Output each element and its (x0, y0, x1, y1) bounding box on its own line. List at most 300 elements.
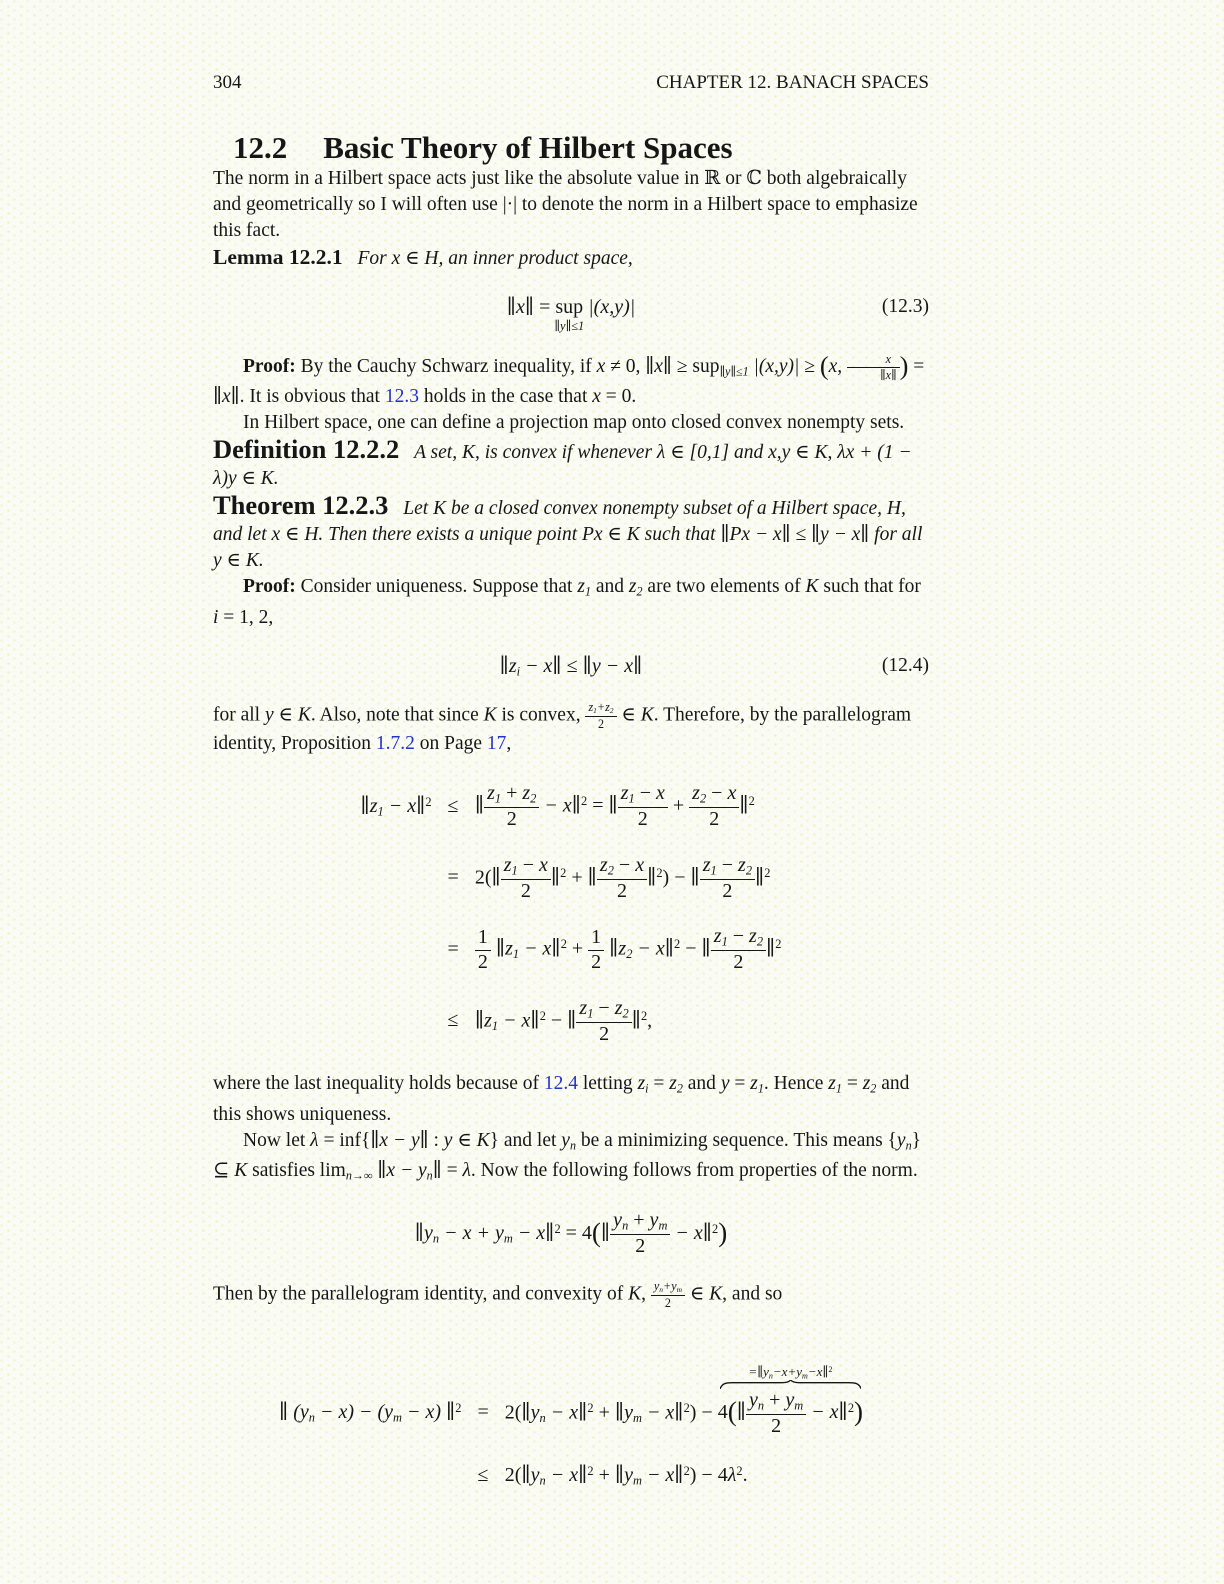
math-token: on Page (414, 733, 487, 755)
math-token: ∥y (614, 1463, 633, 1486)
math-token: z (713, 925, 722, 948)
math-token: 2 (870, 1081, 877, 1096)
minimizing-sequence-paragraph (213, 1128, 929, 1189)
math-token: 1 (757, 1081, 764, 1096)
math-token: = 1, 2, (223, 606, 274, 628)
math-token: letting (577, 1073, 638, 1095)
equation-12-3-number: (12.3) (881, 295, 929, 317)
math-token (700, 855, 755, 880)
math-token: − x∥ (670, 1221, 713, 1244)
theorem-heading: Theorem 12.2.3 (213, 490, 389, 521)
math-token: 2 (580, 794, 588, 809)
math-token: − x) ∥ (401, 1401, 456, 1424)
math-token: ∈ (278, 704, 298, 726)
math-token: . (742, 1463, 748, 1486)
derivation1-row1-relation: ≤ (447, 794, 459, 817)
math-token: m (632, 1410, 642, 1425)
math-token: 4 (717, 1401, 728, 1424)
math-token: 2 (712, 1221, 719, 1236)
math-token: } and let (489, 1129, 562, 1151)
page-content (213, 72, 929, 1514)
derivation-block-2 (213, 1336, 929, 1488)
math-token: ) − 4 (689, 1463, 728, 1486)
math-token (700, 880, 755, 903)
math-token: 1 (377, 804, 384, 819)
theorem-proof-paragraph (213, 574, 929, 630)
math-token: ∥x∥ (645, 356, 677, 378)
math-token: z (487, 782, 495, 805)
convexity-paragraph (213, 701, 929, 757)
math-token: n (905, 1138, 912, 1153)
math-token: n (768, 1371, 773, 1381)
math-token: for all (213, 704, 265, 726)
projection-remark: In Hilbert space, one can define a projection map onto closed convex nonempty sets. (243, 412, 905, 434)
math-token (585, 717, 616, 731)
math-token (597, 855, 647, 880)
math-token (618, 808, 668, 831)
math-token: 2 (771, 1414, 782, 1437)
running-header (213, 72, 929, 94)
math-token (597, 880, 647, 903)
math-token (475, 927, 491, 973)
math-token: ∥ (600, 1221, 611, 1244)
math-token (689, 783, 739, 808)
chapter-header: CHAPTER 12. BANACH SPACES (656, 72, 929, 93)
math-token: 2 (635, 1235, 646, 1258)
math-token: ∥ (550, 866, 561, 889)
math-token (610, 1210, 670, 1257)
math-token: z (702, 853, 711, 876)
math-token: 2 (699, 791, 707, 806)
math-token: ∥y (521, 1401, 540, 1424)
math-token: x (596, 356, 611, 378)
math-token: z (750, 1073, 758, 1095)
math-token (585, 701, 616, 731)
math-token: 2 (640, 1008, 648, 1023)
math-token: 2 (745, 863, 753, 878)
math-token: ) (899, 351, 909, 381)
math-token (576, 1023, 631, 1046)
math-token: 2 (616, 879, 627, 902)
math-token: m (393, 1410, 402, 1425)
cross-reference-link[interactable]: 17 (486, 733, 507, 755)
math-token: 2( (504, 1401, 522, 1424)
math-token: } ⊆ (213, 1129, 921, 1182)
math-token: y (264, 704, 279, 726)
math-token: − x∥ (641, 1401, 684, 1424)
math-token: ∥ (766, 937, 776, 960)
math-token: y (561, 1129, 570, 1151)
math-token (610, 1235, 670, 1258)
equation-12-4-math (500, 655, 643, 677)
equation-12-4-number: (12.4) (881, 655, 929, 676)
math-token: 1 (591, 926, 602, 949)
math-token: Now let (243, 1129, 311, 1151)
math-token: 2 (775, 937, 782, 952)
math-token: ∥ (736, 1401, 746, 1424)
math-token: i (213, 606, 224, 628)
math-token: n (308, 1410, 315, 1425)
math-token (501, 855, 551, 902)
math-token: n (539, 1410, 546, 1425)
math-token: = inf{ (323, 1129, 371, 1151)
math-token: are two elements of (642, 576, 806, 598)
section-title: Basic Theory of Hilbert Spaces (323, 130, 733, 165)
math-token: 2 (591, 950, 602, 973)
math-token (597, 855, 647, 902)
math-token: y (653, 1278, 660, 1293)
math-token: K (297, 704, 311, 726)
math-token: be a minimizing sequence. This means { (576, 1129, 897, 1151)
math-token (748, 1364, 832, 1380)
equation-12-4 (213, 653, 929, 679)
derivation1-row2-rhs (475, 855, 771, 902)
math-token (717, 1389, 864, 1437)
lemma-statement: For x ∈ H, an inner product space, (357, 248, 633, 269)
math-token: + (628, 1209, 650, 1232)
math-token: + (566, 937, 589, 960)
math-token: |(x,y)| (748, 356, 805, 378)
math-token: 2 (748, 794, 755, 809)
math-token: K (805, 576, 819, 598)
math-token: z (614, 996, 623, 1019)
math-token: 2 (626, 947, 633, 962)
math-token: − x∥ (512, 1221, 555, 1244)
math-token: 2 (636, 584, 643, 599)
math-token: 2 (597, 717, 605, 732)
math-token: 2 (506, 808, 517, 831)
math-token: ∥ (739, 794, 749, 817)
derivation1-row3-rhs (475, 926, 782, 973)
math-token: + (764, 1389, 786, 1412)
math-token: ∈ (616, 704, 641, 726)
math-token: Proof: (243, 576, 301, 598)
math-token: m (676, 1284, 682, 1294)
math-token: z (579, 996, 588, 1019)
math-token: 2 (733, 951, 744, 974)
math-token (651, 1296, 685, 1310)
math-token: 2 (709, 808, 720, 831)
math-token: − x + y (439, 1221, 504, 1244)
math-token: λ (727, 1463, 737, 1486)
theorem-block (213, 492, 929, 574)
math-token: . Hence (763, 1073, 829, 1095)
math-token: K (234, 1160, 248, 1182)
math-token: − (680, 937, 702, 960)
math-token: +z (596, 700, 610, 715)
math-token (554, 318, 584, 334)
math-token (700, 855, 755, 902)
math-token (588, 951, 604, 974)
equation-12-3-math (506, 296, 636, 333)
math-token: − (593, 996, 615, 1019)
math-token (501, 855, 551, 880)
math-token: m (802, 1371, 808, 1381)
cross-reference-link[interactable]: 12.4 (543, 1073, 578, 1095)
math-token: 2 (664, 1296, 671, 1311)
math-token: x (539, 853, 548, 876)
math-token: − (706, 782, 728, 805)
math-token: ) − (662, 866, 691, 889)
math-token (475, 927, 491, 951)
definition-heading: Definition 12.2.2 (213, 434, 400, 465)
math-token: 2 (637, 808, 648, 831)
math-token: 2 (722, 879, 733, 902)
derivation1-row2-relation: = (447, 866, 459, 889)
math-token: 2 (587, 1463, 594, 1478)
math-token: , (647, 1009, 653, 1032)
math-token: z (692, 782, 700, 805)
math-token: = (648, 1073, 670, 1095)
math-token: n (432, 1231, 440, 1246)
math-token (475, 951, 491, 974)
math-token: : (433, 1129, 444, 1151)
math-token: y (748, 1389, 758, 1412)
math-token: ∥z (360, 794, 378, 817)
math-token: 2 (828, 1364, 833, 1374)
math-token: is convex, (496, 704, 586, 726)
math-token: x (656, 782, 665, 805)
math-token: − x∥ (545, 1463, 588, 1486)
lemma-heading: Lemma 12.2.1 (213, 245, 343, 269)
math-token: , (641, 1283, 651, 1305)
math-token: such that for (818, 576, 921, 598)
math-token: ≤ (566, 654, 583, 677)
math-token (484, 808, 539, 831)
math-token: z (862, 1073, 871, 1095)
math-token: 2 (455, 1401, 462, 1416)
derivation2-row1-lhs (279, 1345, 462, 1425)
math-token: 2 (530, 791, 537, 806)
math-token: − (613, 853, 636, 876)
math-token: 2 (425, 794, 432, 809)
math-token: . It is obvious that (239, 386, 385, 408)
math-token: 1 (477, 926, 488, 949)
math-token: 2 (756, 934, 764, 949)
math-token: = (734, 1073, 751, 1095)
section-heading (213, 130, 929, 166)
math-token: ∥z (604, 937, 627, 960)
math-token: x (592, 386, 606, 408)
math-token: z (620, 782, 629, 805)
math-token: n (569, 1138, 576, 1153)
math-token: − x∥ (641, 1463, 684, 1486)
math-token: 1 (835, 1081, 842, 1096)
math-token: ∥y (521, 1463, 540, 1486)
page-number: 304 (213, 72, 242, 93)
math-token: + (593, 1401, 615, 1424)
math-token: ∥z (474, 1009, 492, 1032)
intro-paragraph: The norm in a Hilbert space acts just like the absolute value in ℝ or ℂ both algebraically and geometrically so I will often use |·| to denote the norm in a Hilbert space to emphasize this fact. (213, 168, 918, 241)
math-token: ∥y∥≤1 (554, 318, 585, 333)
math-token: n (426, 1168, 433, 1183)
math-token: 2 (560, 866, 567, 881)
math-token: − x∥ (519, 937, 561, 960)
math-token: , (506, 733, 512, 755)
math-token: z (738, 853, 746, 876)
theorem-statement: Let K be a closed convex nonempty subset of a Hilbert space, H, and let x ∈ H. Then there exists a unique point Px ∈ K such that ∥Px − x∥ ≤ ∥y − x∥ for all y ∈ K. (213, 498, 923, 572)
math-token (847, 353, 900, 368)
math-token (588, 927, 604, 951)
math-token: 2 (622, 1006, 629, 1021)
math-token: 2( (504, 1463, 522, 1486)
math-token: ∥ (491, 866, 501, 889)
derivation2-row1-relation: = (477, 1401, 489, 1424)
derivation2-row1-rhs (505, 1336, 863, 1437)
math-token: n (539, 1473, 546, 1488)
math-token: ≠ 0, (610, 356, 646, 378)
math-token: 1 (491, 1018, 499, 1033)
math-token: m (658, 1218, 668, 1233)
math-token (746, 1390, 806, 1415)
math-token: − (545, 1009, 568, 1032)
math-token (484, 783, 539, 808)
math-token (651, 1280, 685, 1310)
math-token: − x∥ (806, 1401, 848, 1424)
section-number: 12.2 (233, 130, 288, 165)
math-token: 2 (736, 1463, 743, 1478)
norm-identity-math (414, 1209, 728, 1258)
math-token: K (640, 704, 654, 726)
math-token: 2 (656, 866, 663, 881)
math-token (501, 880, 551, 903)
math-token: n (659, 1284, 664, 1294)
math-token: x (885, 352, 891, 366)
math-token: ≥ sup (676, 356, 720, 378)
math-token: Consider uniqueness. Suppose that (300, 576, 578, 598)
math-token: , and so (722, 1283, 783, 1305)
math-token: K (709, 1283, 723, 1305)
math-token: ∥ (y (278, 1401, 309, 1424)
math-token: + (566, 866, 588, 889)
math-token (746, 1390, 806, 1437)
math-token: K (628, 1283, 642, 1305)
math-token (588, 927, 604, 973)
math-token: m (503, 1231, 513, 1246)
math-token: y (720, 1073, 735, 1095)
math-token: holds in the case that (418, 386, 593, 408)
math-token: y (785, 1389, 795, 1412)
math-token: ∥ (608, 794, 618, 817)
math-token: − x∥ (632, 937, 675, 960)
derivation1-row1-rhs (475, 783, 755, 830)
math-token (847, 368, 900, 382)
math-token: z (577, 576, 585, 598)
math-token: = 4 (560, 1221, 592, 1244)
math-token: x, (828, 356, 848, 378)
math-token: z (599, 853, 608, 876)
math-token: ∥z (490, 937, 513, 960)
math-token: n (757, 1398, 765, 1413)
norm-identity-equation (213, 1210, 929, 1257)
math-token: ∥ (755, 866, 765, 889)
math-token (711, 926, 766, 951)
math-token: . Therefore, by the parallelogram identity, Proposition (213, 704, 912, 755)
math-token: 2 (587, 1401, 594, 1416)
math-token: 1 (512, 947, 520, 962)
math-token: 2 (609, 706, 614, 716)
math-token (585, 701, 616, 717)
math-token: 2 (674, 937, 681, 952)
math-token: −x∥ (807, 1363, 829, 1379)
math-token: ∥y (414, 1221, 433, 1244)
math-token (484, 783, 539, 830)
math-token (554, 296, 585, 333)
math-token: + (501, 782, 523, 805)
math-token: 2 (683, 1401, 690, 1416)
math-token: 2 (539, 1008, 546, 1023)
math-token: ∥x∥ (213, 386, 240, 408)
math-token: ∥ (647, 866, 657, 889)
math-token: − (716, 853, 739, 876)
math-token: where the last inequality holds because of (213, 1073, 544, 1095)
math-token: n→∞ (345, 1168, 373, 1183)
math-token: = (908, 356, 925, 378)
math-token: z (669, 1073, 677, 1095)
math-token: ∈ (684, 1283, 710, 1305)
cross-reference-link[interactable]: 12.3 (384, 386, 419, 408)
math-token: = (841, 1073, 863, 1095)
math-token: x (635, 853, 645, 876)
math-token: 2 (676, 1081, 683, 1096)
lemma-proof-paragraph (213, 353, 929, 410)
math-token (618, 783, 668, 830)
math-token (711, 926, 766, 973)
math-token: 2 (764, 866, 771, 881)
math-token: y (649, 1209, 659, 1232)
uniqueness-paragraph (213, 1071, 929, 1127)
math-token: + (667, 794, 690, 817)
math-token: ∥ (690, 866, 700, 889)
math-token: ≥ (804, 356, 820, 378)
math-token: z (637, 1073, 646, 1095)
math-token: = (446, 1160, 463, 1182)
math-token: . Now the following follows from properties of the norm. (470, 1160, 918, 1182)
lemma-block (213, 244, 929, 272)
math-token: 1 (721, 934, 728, 949)
math-token: y (443, 1129, 458, 1151)
math-token: 2 (599, 1022, 610, 1045)
cross-reference-link[interactable]: 1.7.2 (375, 733, 415, 755)
math-token: By the Cauchy Schwarz inequality, if (300, 356, 597, 378)
math-token: i (516, 664, 521, 679)
math-token (576, 998, 631, 1045)
math-token: z (749, 925, 757, 948)
math-token (847, 353, 900, 382)
math-token: ∥ (567, 1009, 577, 1032)
math-token: +y (663, 1278, 677, 1293)
math-token: ( (727, 1397, 737, 1428)
math-token: − (634, 782, 656, 805)
math-token: ∥x − y∥ (370, 1129, 434, 1151)
math-token (651, 1280, 685, 1296)
math-token: ) (718, 1217, 728, 1248)
math-token: K (483, 704, 497, 726)
math-token: 2 (520, 879, 531, 902)
math-token: ∥y − x∥ (582, 654, 643, 677)
math-token: |(x,y)| (583, 296, 636, 318)
math-token: ∥x∥ (506, 296, 540, 318)
math-token: 2 (477, 950, 488, 973)
math-token: ∥ (432, 1160, 447, 1182)
math-token: ∥ (631, 1009, 641, 1032)
math-token: = 0. (605, 386, 637, 408)
math-token: ∥ (701, 937, 711, 960)
definition-statement: A set, K, is convex if whenever λ ∈ [0,1] and x,y ∈ K, λx + (1 − λ)y ∈ K. (213, 442, 912, 490)
math-token: −x+y (772, 1363, 802, 1379)
math-token (689, 783, 739, 830)
math-token: 1 (584, 584, 591, 599)
